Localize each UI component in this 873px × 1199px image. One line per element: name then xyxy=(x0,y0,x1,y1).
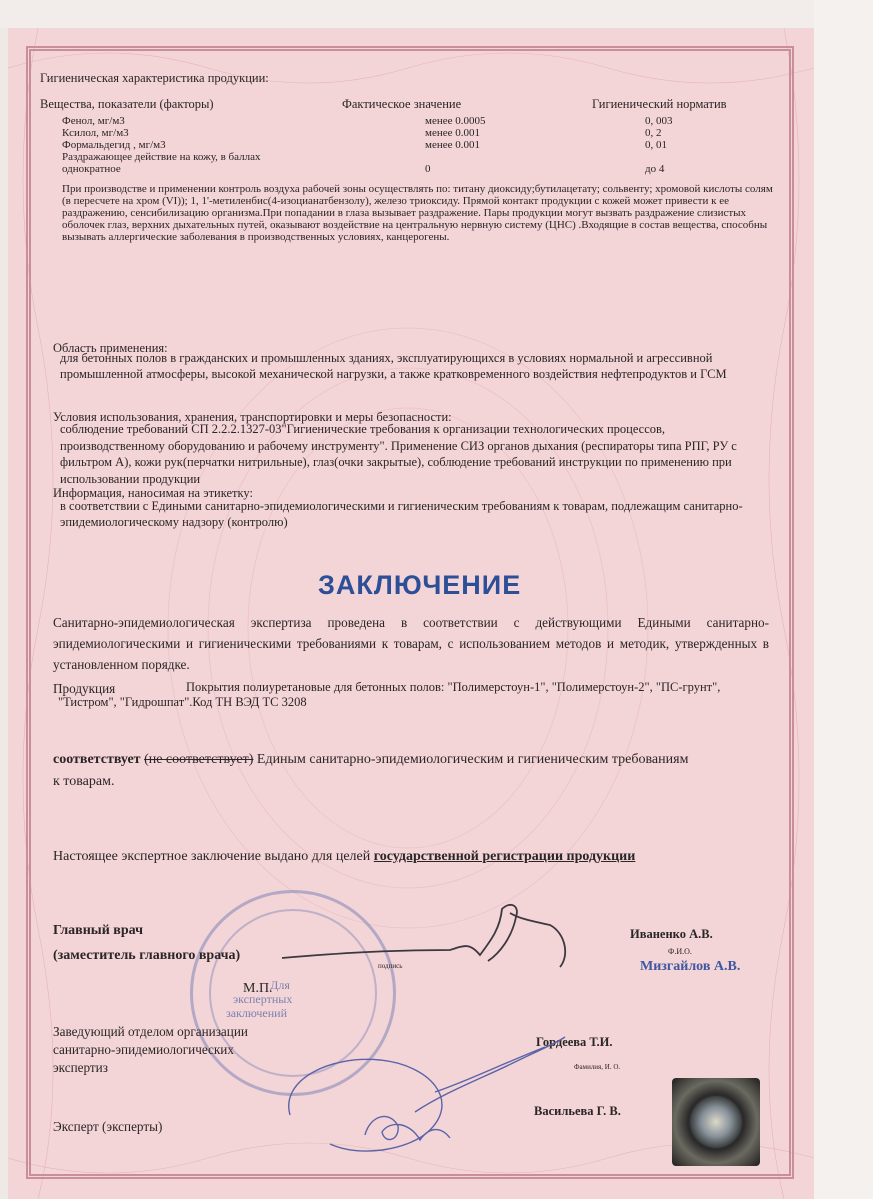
product-line-2: "Тистром", "Гидрошпат".Код ТН ВЭД ТС 3208 xyxy=(58,695,307,709)
table-cell-actual: менее 0.001 xyxy=(425,139,480,151)
expert-title: Эксперт (эксперты) xyxy=(53,1119,163,1134)
compliance-statement xyxy=(53,749,688,771)
table-cell-substance: Фенол, мг/м3 xyxy=(62,115,125,127)
table-cell-norm: 0, 003 xyxy=(645,115,673,127)
conclusion-intro: Санитарно-эпидемиологическая экспертиза проведена в соответствии с действующими Едиными санитарно-эпидемиологическими и гигиеническими требованиями к товарам, с использованием методов и методик, утвержденных в установленном порядке. xyxy=(53,615,769,672)
column-actual: Фактическое значение xyxy=(342,97,462,111)
table-cell-substance: Формальдегид , мг/м3 xyxy=(62,139,166,151)
application-heading: Область применения: xyxy=(53,341,168,355)
head-caption: Фамилия, И. О. xyxy=(574,1063,621,1071)
application-text: для бетонных полов в гражданских и промышленных зданиях, эксплуатирующихся в условиях нормальной и агрессивной промышленной атмосферы, высокой механической нагрузки, а также кратковременного воздействия нефтепродуктов и ГСМ xyxy=(60,351,727,381)
stamp-text-2: экспертных xyxy=(233,992,293,1006)
table-cell-substance: Раздражающее действие на кожу, в баллах xyxy=(62,151,261,163)
complies-word: соответствует xyxy=(53,752,141,767)
product-line-1: Покрытия полиуретановые для бетонных полов: "Полимерстоун-1", "Полимерстоун-2", "ПС-грунт", xyxy=(186,680,721,694)
head-title-line-1: Заведующий отделом организации xyxy=(53,1024,248,1039)
signature-caption: подпись xyxy=(378,962,403,970)
head-title-line-2: санитарно-эпидемиологических xyxy=(53,1042,234,1057)
table-cell-substance: однократное xyxy=(62,163,121,175)
fio-caption: Ф.И.О. xyxy=(668,947,692,956)
not-complies-word: (не соответствует) xyxy=(144,752,254,767)
conditions-text: соблюдение требований СП 2.2.2.1327-03"Гигиенические требования к организации технологических процессов, производственному оборудованию и рабочему инструменту". Применение СИЗ органов дыхания (респираторы типа РПГ, РУ с фильтром А), кожи рук(перчатки нитрильные), глаз(очки закрытые), соблюдение требований инструкции по применению при использовании продукции xyxy=(60,422,737,486)
table-cell-actual: менее 0.0005 xyxy=(425,115,486,127)
table-cell-norm: до 4 xyxy=(645,163,665,175)
chief-signature xyxy=(280,895,580,975)
chief-deputy: (заместитель главного врача) xyxy=(53,948,241,963)
table-cell-substance: Ксилол, мг/м3 xyxy=(62,127,129,139)
compliance-tail-text: к товарам xyxy=(53,774,111,789)
head-name: Гордеева Т.И. xyxy=(536,1035,613,1049)
expert-signature xyxy=(270,1040,490,1180)
issued-prefix: Настоящее экспертное заключение выдано для целей xyxy=(53,849,374,864)
complies-rest: Единым санитарно-эпидемиологическим и гигиеническим требованиям xyxy=(253,752,689,767)
column-substance: Вещества, показатели (факторы) xyxy=(40,97,214,111)
table-cell-actual: 0 xyxy=(425,163,431,175)
stamp-text-1: Для xyxy=(270,978,290,992)
expert-name: Васильева Г. В. xyxy=(534,1104,621,1118)
hygiene-notes: При производстве и применении контроль воздуха рабочей зоны осуществлять по: титану диоксиду;бутилацетату; сольвенту; хромовой кислоты солям (в пересчете на хром (VI)); 1, 1'-метиленбис(4-изоцианатбензолу), железо триоксиду. Прямой контакт продукции с кожей может привести к ее раздражению, сенсибилизацию организма.При попадании в глаза вызывает раздражение. Пары продукции могут вызвать раздражение слизистых оболочек глаз, верхних дыхательных путей, оказывают воздействие на центральную нервную систему (ЦНС) .Входящие в состав вещества, способны вызывать аллергические заболевания в производственных условиях, канцерогены. xyxy=(62,183,773,243)
hygiene-heading: Гигиеническая характеристика продукции: xyxy=(40,71,269,85)
chief-title: Главный врач xyxy=(53,923,143,938)
table-cell-actual: менее 0.001 xyxy=(425,127,480,139)
chief-name: Иваненко А.В. xyxy=(630,927,713,941)
issued-purpose: государственной регистрации продукции xyxy=(373,849,636,864)
seal-place-mark: М.П. xyxy=(243,981,273,996)
conclusion-title: ЗАКЛЮЧЕНИЕ xyxy=(318,570,522,600)
scan-top-margin xyxy=(0,0,873,28)
hologram-seal xyxy=(672,1078,760,1166)
scan-right-margin xyxy=(814,0,873,1199)
chief-name-stamp: Мизгайлов А.В. xyxy=(640,959,741,974)
conditions-heading: Условия использования, хранения, транспортировки и меры безопасности: xyxy=(53,410,452,424)
compliance-tail: к товарам. xyxy=(53,774,115,789)
stamp-text-3: заключений xyxy=(226,1006,288,1020)
label-info-text: в соответствии с Едиными санитарно-эпидемиологическими и гигиеническим требованиям к товарам, подлежащим санитарно-эпидемиологическому надзору (контролю) xyxy=(60,499,743,529)
column-norm: Гигиенический норматив xyxy=(592,97,727,111)
product-label: Продукция xyxy=(53,681,116,696)
table-cell-norm: 0, 2 xyxy=(645,127,662,139)
table-cell-norm: 0, 01 xyxy=(645,139,667,151)
label-info-heading: Информация, наносимая на этикетку: xyxy=(53,486,253,500)
head-title-line-3: экспертиз xyxy=(53,1060,108,1075)
issued-statement xyxy=(53,846,635,868)
